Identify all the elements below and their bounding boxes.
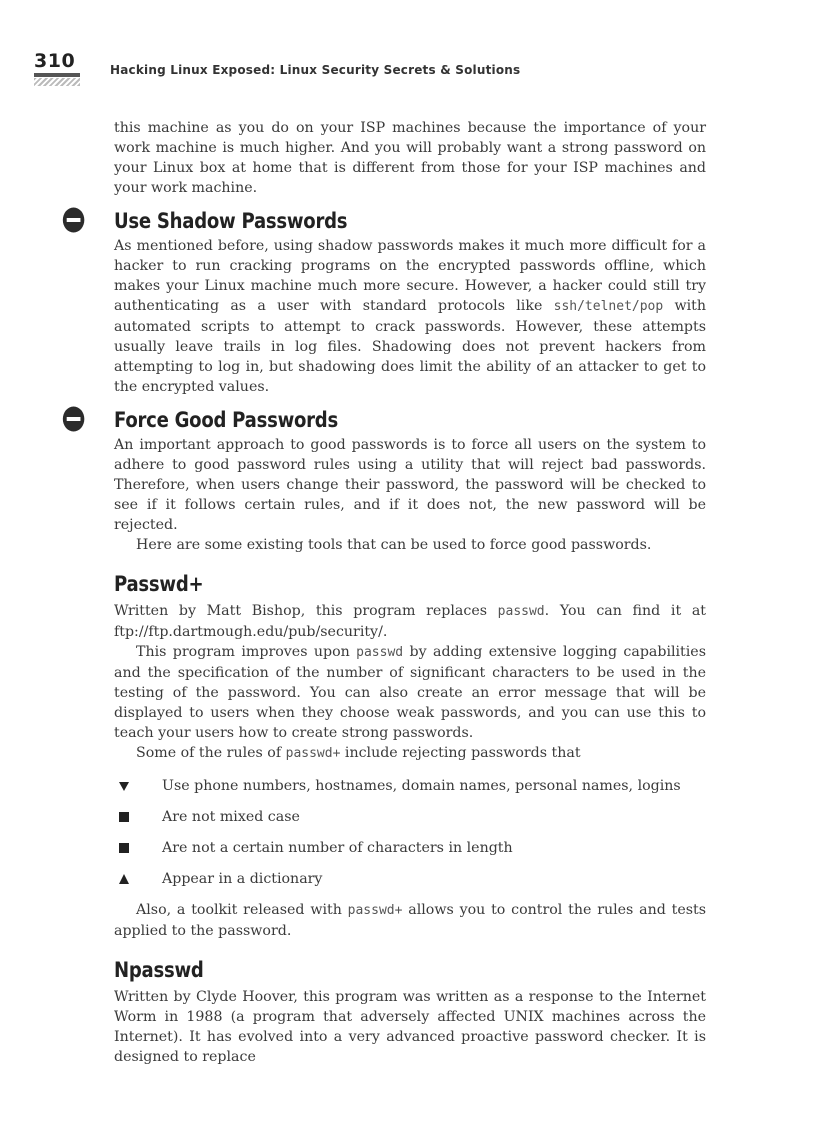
intro-paragraph: this machine as you do on your ISP machines because the importance of your work machine is much higher. And you will probably want a strong password on your Linux box at home that is different from those for your ISP machines and your work machine. xyxy=(114,120,706,196)
page-content xyxy=(114,118,706,1067)
page-number-pattern xyxy=(34,78,80,86)
passwd-plus-paragraph-4: Also, a toolkit released with passwd+ allows you to control the rules and tests applied to the password. xyxy=(114,902,706,939)
square-bullet-icon xyxy=(118,842,130,854)
stop-icon xyxy=(62,406,84,432)
passwd-plus-heading: Passwd+ xyxy=(114,572,204,596)
list-item: Are not mixed case xyxy=(114,807,706,827)
triangle-up-bullet-icon xyxy=(118,873,130,885)
force-paragraph: An important approach to good passwords is to force all users on the system to adhere to good password rules using a utility that will reject bad passwords. Therefore, when users change their password, the password will be checked to see if it follows certain rules, and if it does not, the new password will be rejected. xyxy=(114,437,706,533)
passwd-plus-paragraph-2: This program improves upon passwd by adding extensive logging capabilities and the specification of the number of significant characters to be used in the testing of the password. You can also create an error message that will be displayed to users when they choose weak passwords, and you can use this to teach your users how to create strong passwords. xyxy=(114,644,706,741)
section-title: Use Shadow Passwords xyxy=(114,209,348,233)
page-number: 310 xyxy=(34,50,76,72)
list-item: Appear in a dictionary xyxy=(114,869,706,889)
section-heading-shadow xyxy=(114,208,623,234)
stop-icon xyxy=(62,207,84,233)
npasswd-paragraph: Written by Clyde Hoover, this program was written as a response to the Internet Worm in 1988 (a program that adversely affected UNIX machines across the Internet). It has evolved into a very advanced proactive password checker. It is designed to replace xyxy=(114,989,706,1065)
list-item: Are not a certain number of characters in length xyxy=(114,838,706,858)
passwd-plus-paragraph-3: Some of the rules of passwd+ include rejecting passwords that xyxy=(136,745,581,761)
running-title: Hacking Linux Exposed: Linux Security Secrets & Solutions xyxy=(110,63,521,77)
triangle-down-bullet-icon xyxy=(118,780,130,792)
passwd-plus-paragraph-1: Written by Matt Bishop, this program replaces passwd. You can find it at ftp://ftp.dartmough.edu/pub/security/. xyxy=(114,603,706,640)
npasswd-heading: Npasswd xyxy=(114,958,204,982)
shadow-paragraph: As mentioned before, using shadow passwords makes it much more difficult for a hacker to run cracking programs on the encrypted passwords offline, which makes your Linux machine much more secure. However, a hacker could still try authenticating as a user with standard protocols like ssh/telnet/pop with automated scripts to attempt to crack passwords. However, these attempts usually leave trails in log files. Shadowing does not prevent hackers from attempting to log in, but shadowing does limit the ability of an attacker to get to the encrypted values. xyxy=(114,238,707,395)
square-bullet-icon xyxy=(118,811,130,823)
force-paragraph-2: Here are some existing tools that can be used to force good passwords. xyxy=(136,537,652,553)
section-heading-force xyxy=(114,407,623,433)
section-title: Force Good Passwords xyxy=(114,408,338,432)
rules-list xyxy=(114,776,706,889)
page-header xyxy=(34,50,794,90)
list-item: Use phone numbers, hostnames, domain names, personal names, logins xyxy=(114,776,706,796)
page-number-rule xyxy=(34,73,80,77)
